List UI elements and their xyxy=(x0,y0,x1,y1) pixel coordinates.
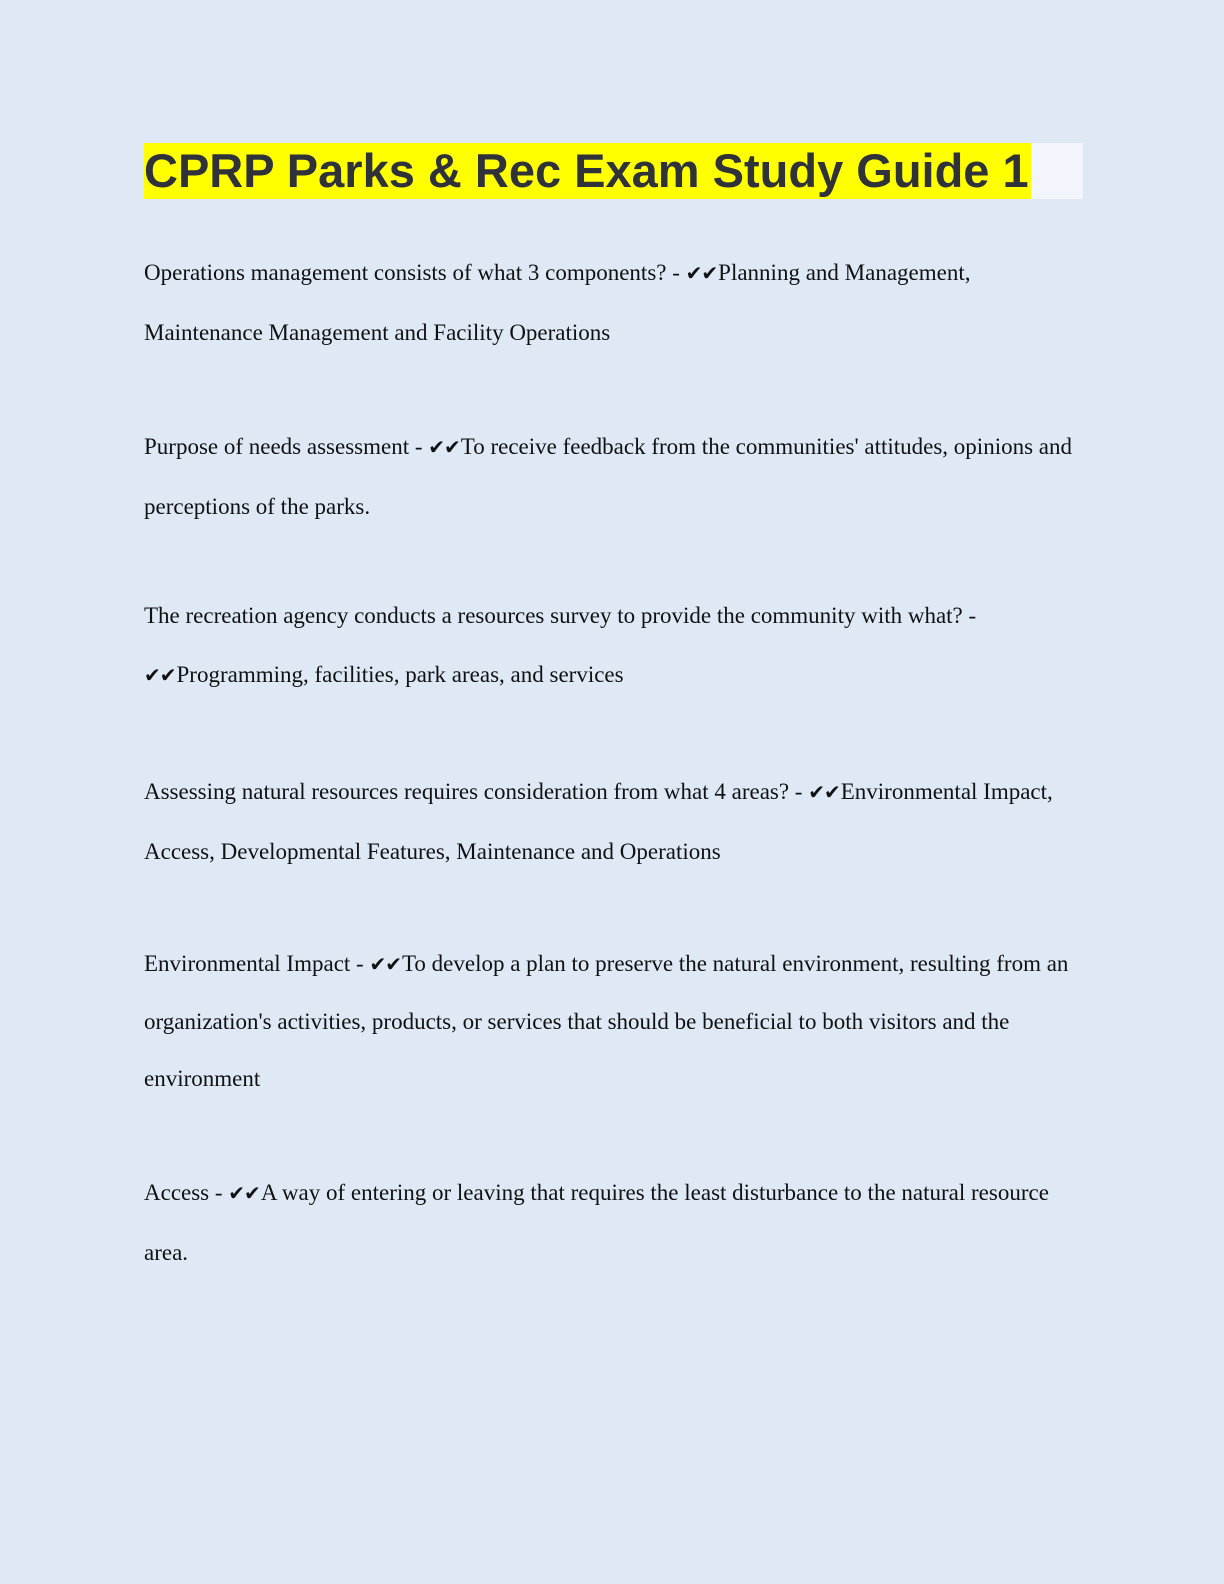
document-title: CPRP Parks & Rec Exam Study Guide 1 xyxy=(144,144,1029,197)
question-text: Access - xyxy=(144,1180,229,1205)
qa-item xyxy=(144,243,1089,362)
answer-text: Environmental Impact, Access, Developmental Features, Maintenance and Operations xyxy=(144,779,1053,864)
answer-text: Programming, facilities, park areas, and services xyxy=(176,662,624,687)
question-text: Operations management consists of what 3 components? - xyxy=(144,260,686,285)
qa-item xyxy=(144,586,1089,705)
title-block xyxy=(144,143,1083,199)
question-text: The recreation agency conducts a resources survey to provide the community with what? - xyxy=(144,603,977,628)
answer-text: To develop a plan to preserve the natural environment, resulting from an organization's activities, products, or services that should be beneficial to both visitors and the environment xyxy=(144,951,1069,1091)
qa-item xyxy=(144,935,1089,1107)
question-text: Purpose of needs assessment - xyxy=(144,434,429,459)
question-text: Environmental Impact - xyxy=(144,951,370,976)
double-check-icon: ✔✔ xyxy=(144,663,176,687)
answer-text: To receive feedback from the communities' attitudes, opinions and perceptions of the parks. xyxy=(144,434,1072,519)
double-check-icon: ✔✔ xyxy=(428,435,460,459)
qa-item xyxy=(144,1163,1089,1282)
answer-text: Planning and Management, Maintenance Management and Facility Operations xyxy=(144,260,971,345)
qa-item xyxy=(144,417,1089,536)
qa-item xyxy=(144,762,1089,881)
answer-text: A way of entering or leaving that requires the least disturbance to the natural resource area. xyxy=(144,1180,1049,1265)
question-text: Assessing natural resources requires consideration from what 4 areas? - xyxy=(144,779,809,804)
double-check-icon: ✔✔ xyxy=(685,261,718,285)
double-check-icon: ✔✔ xyxy=(369,952,401,976)
double-check-icon: ✔✔ xyxy=(808,780,840,804)
double-check-icon: ✔✔ xyxy=(228,1181,260,1205)
